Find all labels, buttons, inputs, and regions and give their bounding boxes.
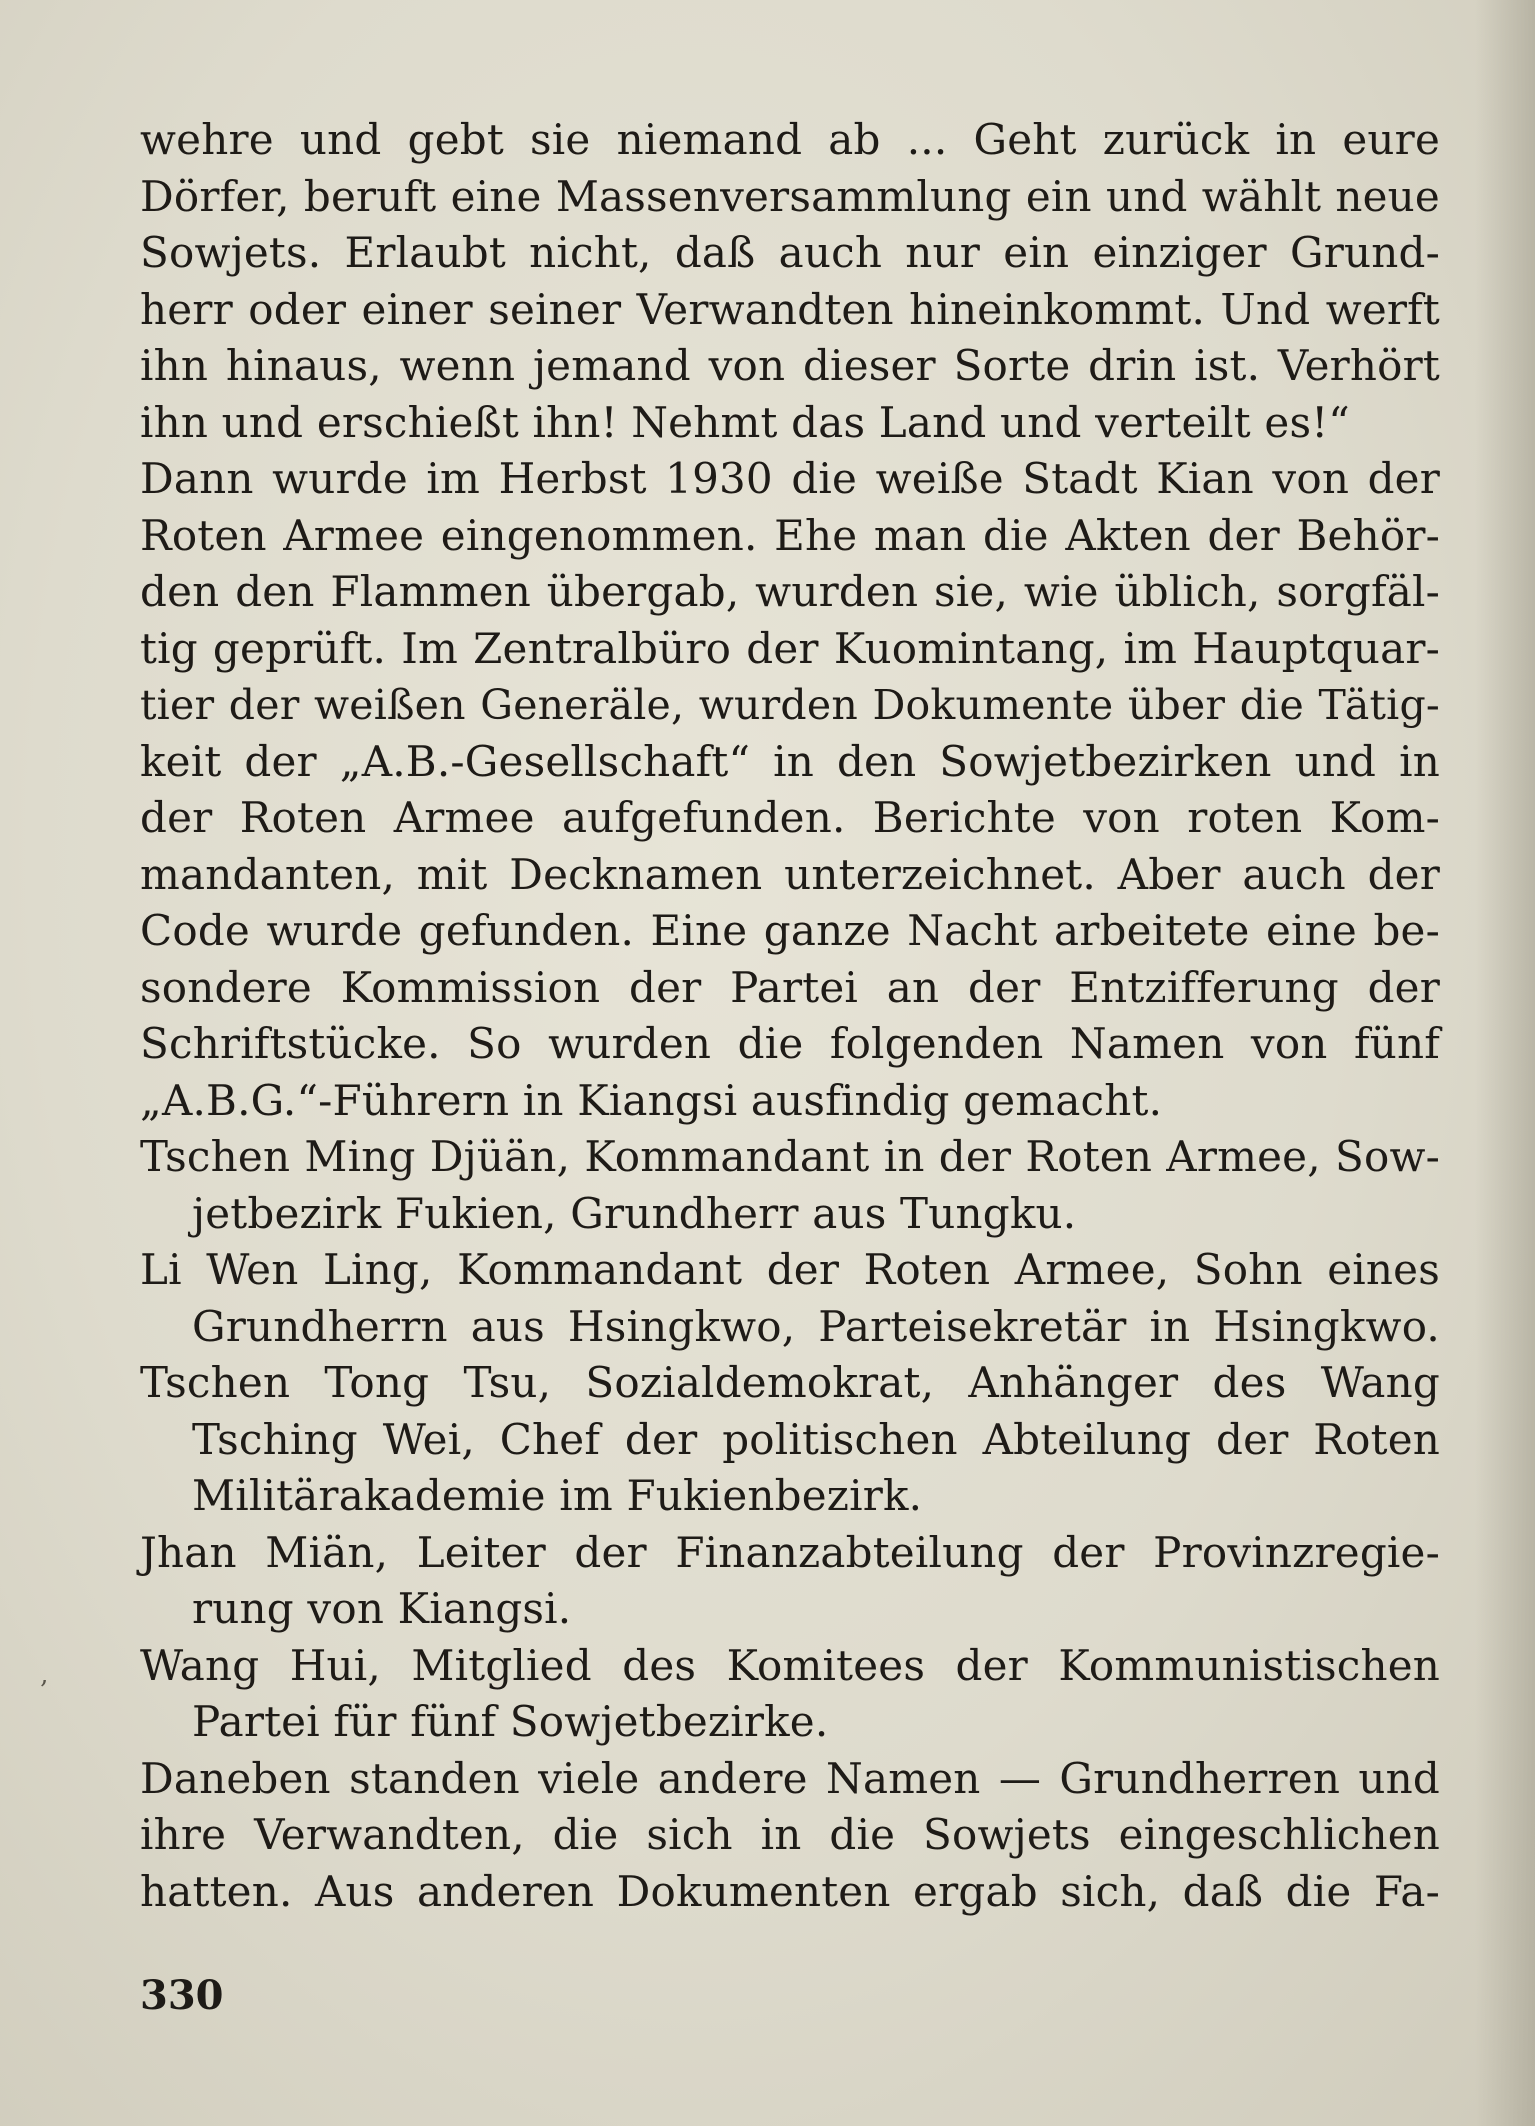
text-line: der Roten Armee aufgefunden. Berichte von roten Kom- (140, 793, 1440, 842)
text-line: Dörfer, beruft eine Massenversammlung ein und wählt neue (140, 171, 1440, 221)
text-line: wehre und gebt sie niemand ab ... Geht zurück in eure (140, 115, 1440, 164)
text-line: den den Flammen übergab, wurden sie, wie üblich, sorgfäl- (140, 567, 1440, 616)
text-line: „A.B.G.“-Führern in Kiangsi ausfindig gemacht. (140, 1075, 1163, 1125)
text-line: Tschen Tong Tsu, Sozialdemokrat, Anhänger des Wang (140, 1358, 1440, 1407)
page-number: 330 (140, 1972, 224, 2019)
text-line: Tschen Ming Djüän, Kommandant in der Roten Armee, Sow- (140, 1132, 1440, 1181)
text-line: Daneben standen viele andere Namen — Grundherren und (140, 1753, 1440, 1803)
text-line: Grundherrn aus Hsingkwo, Parteisekretär in Hsingkwo. (192, 1301, 1440, 1351)
text-line: sondere Kommission der Partei an der Entzifferung der (140, 962, 1440, 1012)
text-line: herr oder einer seiner Verwandten hineinkommt. Und werft (140, 284, 1440, 334)
text-line: hatten. Aus anderen Dokumenten ergab sich, daß die Fa- (140, 1866, 1440, 1916)
text-line: Wang Hui, Mitglied des Komitees der Kommunistischen (140, 1640, 1440, 1690)
text-line: tier der weißen Generäle, wurden Dokumente über die Tätig- (140, 681, 1440, 729)
text-line: Code wurde gefunden. Eine ganze Nacht arbeitete eine be- (140, 906, 1440, 955)
text-line: Schriftstücke. So wurden die folgenden Namen von fünf (140, 1019, 1440, 1068)
text-line: Partei für fünf Sowjetbezirke. (192, 1697, 829, 1746)
text-line: Tsching Wei, Chef der politischen Abteilung der Roten (192, 1414, 1440, 1464)
text-line: jetbezirk Fukien, Grundherr aus Tungku. (192, 1188, 1077, 1238)
text-line: ihn und erschießt ihn! Nehmt das Land und verteilt es!“ (140, 397, 1350, 447)
text-line: Roten Armee eingenommen. Ehe man die Akten der Behör- (140, 510, 1440, 560)
body-text (140, 112, 1440, 1920)
text-line: keit der „A.B.-Gesellschaft“ in den Sowjetbezirken und in (140, 736, 1440, 786)
margin-mark: ‚ (40, 1660, 49, 1690)
text-line: mandanten, mit Decknamen unterzeichnet. Aber auch der (140, 849, 1440, 899)
text-line: tig geprüft. Im Zentralbüro der Kuomintang, im Hauptquar- (140, 623, 1440, 673)
text-line: ihre Verwandten, die sich in die Sowjets eingeschlichen (140, 1810, 1440, 1859)
text-line: ihn hinaus, wenn jemand von dieser Sorte drin ist. Verhört (140, 341, 1440, 390)
text-line: Dann wurde im Herbst 1930 die weiße Stadt Kian von der (140, 454, 1440, 503)
text-line: Sowjets. Erlaubt nicht, daß auch nur ein einziger Grund- (140, 228, 1440, 277)
text-line: Militärakademie im Fukienbezirk. (192, 1471, 923, 1520)
text-line: Li Wen Ling, Kommandant der Roten Armee, Sohn eines (140, 1245, 1440, 1294)
text-line: Jhan Miän, Leiter der Finanzabteilung der Provinzregie- (140, 1527, 1440, 1577)
text-line: rung von Kiangsi. (192, 1584, 572, 1633)
